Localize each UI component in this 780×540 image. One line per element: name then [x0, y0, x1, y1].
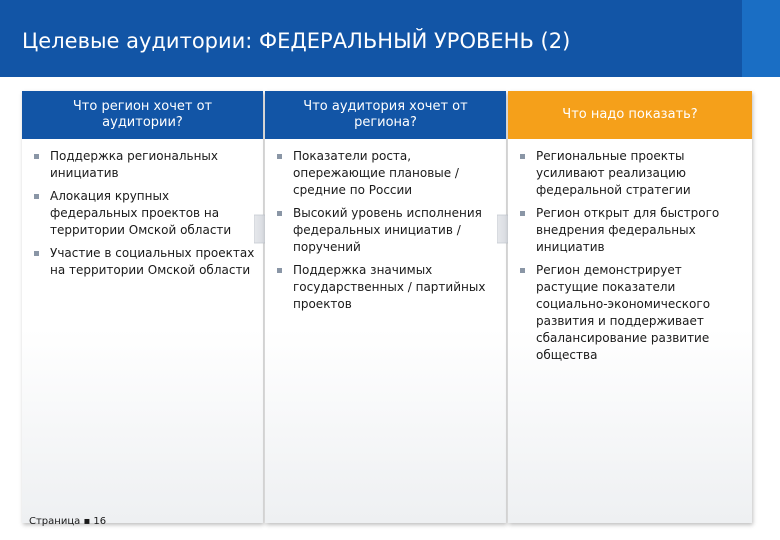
slide-title: Целевые аудитории: ФЕДЕРАЛЬНЫЙ УРОВЕНЬ (2)	[22, 29, 571, 53]
column-body	[508, 148, 752, 370]
list-item: Поддержка значимых государственных / партийных проектов	[293, 262, 498, 313]
bullet-list	[508, 148, 752, 364]
page-label: Страница	[29, 516, 81, 527]
column-header-region-wants	[22, 91, 263, 139]
list-item: Участие в социальных проектах на территории Омской области	[50, 246, 255, 277]
page-footer	[29, 516, 106, 527]
column-region-wants	[22, 91, 263, 523]
list-item: Поддержка региональных инициатив	[50, 148, 255, 182]
column-header-audience-wants	[265, 91, 506, 139]
column-title: Что аудитория хочет от региона?	[303, 99, 468, 130]
column-audience-wants	[265, 91, 506, 523]
list-item: Показатели роста, опережающие плановые / средние по России	[293, 148, 498, 199]
column-what-to-show	[508, 91, 752, 523]
column-body	[22, 148, 263, 285]
page-number: 16	[93, 516, 107, 527]
list-item: Алокация крупных федеральных проектов на территории Омской области	[50, 188, 255, 239]
column-header-what-to-show	[508, 91, 752, 139]
header-accent-band	[742, 0, 780, 77]
page-separator: ▪	[83, 516, 91, 527]
column-title: Что надо показать?	[562, 107, 698, 122]
slide-header	[0, 0, 780, 77]
bullet-list	[22, 148, 263, 279]
list-item: Регион открыт для быстрого внедрения федеральных инициатив	[536, 205, 744, 256]
list-item: Высокий уровень исполнения федеральных инициатив / поручений	[293, 205, 498, 256]
bullet-list	[265, 148, 506, 313]
column-title: Что регион хочет от аудитории?	[72, 99, 213, 130]
list-item: Регион демонстрирует растущие показатели социально-экономического развития и поддерживает сбалансирование развитие общества	[536, 262, 744, 364]
list-item: Региональные проекты усиливают реализацию федеральной стратегии	[536, 148, 744, 199]
column-body	[265, 148, 506, 319]
